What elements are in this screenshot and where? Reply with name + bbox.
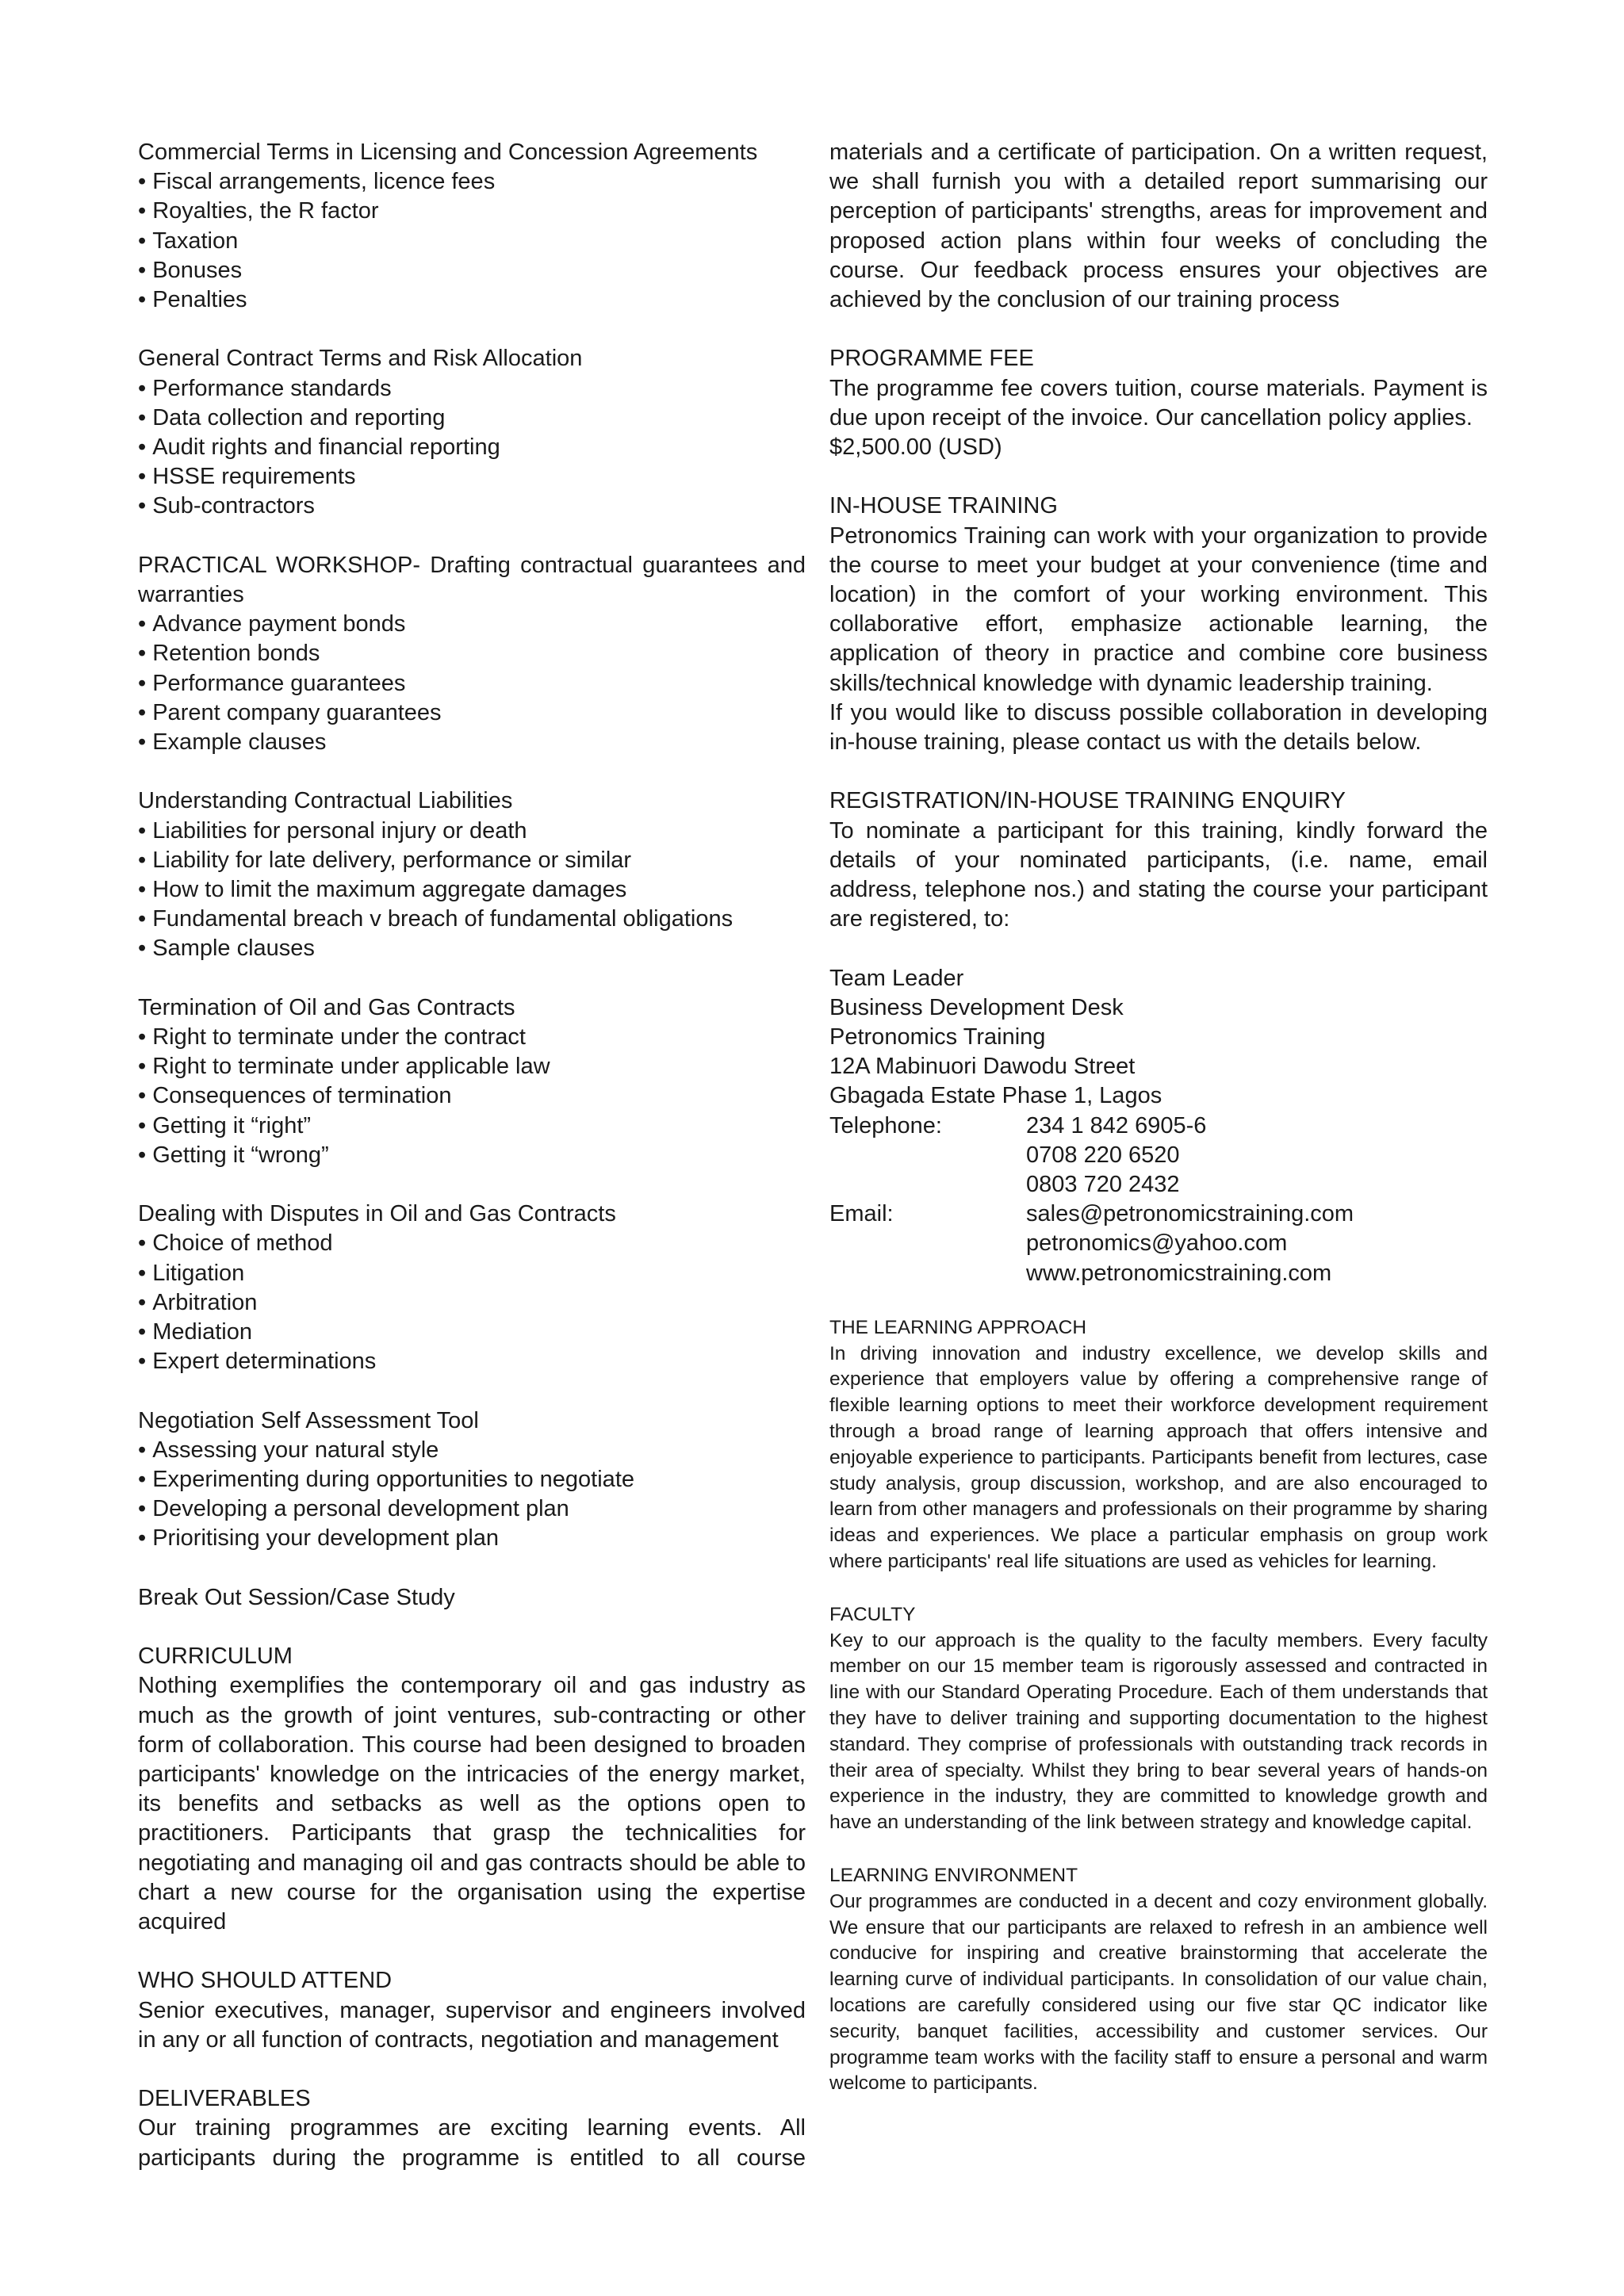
list-item: • Prioritising your development plan	[138, 1524, 806, 1553]
list-item: • Assessing your natural style	[138, 1436, 806, 1465]
section-title: DELIVERABLES	[138, 2086, 311, 2112]
list-item: • Retention bonds	[138, 639, 806, 668]
section-termination	[138, 993, 806, 1170]
list-item: • Bonuses	[138, 256, 806, 285]
fee-amount: $2,500.00 (USD)	[829, 434, 1002, 461]
list-item: • Developing a personal development plan	[138, 1494, 806, 1524]
left-column	[138, 138, 806, 2173]
section-title: Commercial Terms in Licensing and Concession Agreements	[138, 140, 758, 165]
section-contractual-liabilities	[138, 786, 806, 963]
section-general-contract	[138, 344, 806, 521]
list-item: • HSSE requirements	[138, 462, 806, 492]
section-practical-workshop	[138, 551, 806, 757]
list-item: • Right to terminate under applicable law	[138, 1052, 806, 1081]
list-item: • Advance payment bonds	[138, 610, 806, 639]
section-body: Key to our approach is the quality to the faculty members. Every faculty member on our 15 member team is rigorously assessed and contracted in line with our Standard Operating Procedure. Each of them understands that they have to deliver training and supporting documentation to the highest standard. They comprise of professionals with outstanding track records in their area of specialty. Whilst they bring to bear several years of hands-on experience in the industry, they are committed to knowledge growth and have an understanding of the link between strategy and knowledge capital.	[829, 1629, 1488, 1834]
list-item: • Parent company guarantees	[138, 698, 806, 728]
list-item: • Choice of method	[138, 1229, 806, 1258]
section-title: IN-HOUSE TRAINING	[829, 493, 1058, 519]
list-item: • Experimenting during opportunities to negotiate	[138, 1465, 806, 1494]
section-body: The programme fee covers tuition, course materials. Payment is due upon receipt of the invoice. Our cancellation policy applies.	[829, 375, 1488, 430]
section-body: Petronomics Training can work with your organization to provide the course to meet your budget at your convenience (time and location) in the comfort of your working environment. This collaborative effort, emphasize actionable learning, the application of theory in practice and combine core business skills/technical knowledge with dynamic leadership training.	[829, 522, 1488, 696]
email-address: petronomics@yahoo.com	[1026, 1230, 1288, 1257]
section-body: To nominate a participant for this training, kindly forward the details of your nominated participants, (i.e. name, email address, telephone nos.) and stating the course your participant are registered, to:	[829, 817, 1488, 932]
section-title: THE LEARNING APPROACH	[829, 1316, 1087, 1338]
email-values	[1026, 1200, 1488, 1288]
list-item: • Sample clauses	[138, 934, 806, 963]
list-item: • Right to terminate under the contract	[138, 1023, 806, 1052]
deliverables-continued: materials and a certificate of participation. On a written request, we shall furnish you with a detailed report summarising our perception of participants' strengths, areas for improvement and proposed action plans within four weeks of concluding the course. Our feedback process ensures your objectives are achieved by the conclusion of our training process	[829, 140, 1488, 313]
section-learning-environment	[829, 1863, 1488, 2097]
list-item: • Audit rights and financial reporting	[138, 433, 806, 462]
email-row	[829, 1200, 1488, 1288]
bullet-list	[138, 1023, 806, 1170]
section-title: General Contract Terms and Risk Allocation	[138, 346, 583, 372]
telephone-values	[1026, 1112, 1488, 1200]
list-item: • Data collection and reporting	[138, 404, 806, 433]
list-item: • Performance standards	[138, 374, 806, 404]
list-item: • Getting it “wrong”	[138, 1141, 806, 1170]
section-body: Our programmes are conducted in a decent and cozy environment globally. We ensure that our participants are relaxed to refresh in an ambience well conducive for inspiring and creative brainstorming that accelerate the learning curve of individual participants. In consolidation of our value chain, locations are carefully considered using our five star QC indicator like security, banquet facilities, accessibility and customer services. Our programme team works with the facility staff to ensure a personal and warm welcome to participants.	[829, 1890, 1488, 2095]
phone-number: 234 1 842 6905-6	[1026, 1112, 1207, 1138]
list-item: • Mediation	[138, 1318, 806, 1347]
list-item: • Liability for late delivery, performance or similar	[138, 846, 806, 875]
section-who-should-attend	[138, 1966, 806, 2055]
section-disputes	[138, 1200, 806, 1376]
list-item: • Fiscal arrangements, licence fees	[138, 167, 806, 197]
list-item: • Expert determinations	[138, 1347, 806, 1376]
section-title: CURRICULUM	[138, 1644, 293, 1670]
telephone-label: Telephone:	[829, 1112, 942, 1138]
list-item: • How to limit the maximum aggregate damages	[138, 875, 806, 905]
list-item: • Getting it “right”	[138, 1112, 806, 1141]
section-faculty	[829, 1602, 1488, 1836]
list-item: • Arbitration	[138, 1288, 806, 1318]
phone-number: 0708 220 6520	[1026, 1142, 1180, 1168]
section-programme-fee	[829, 344, 1488, 462]
section-title: Termination of Oil and Gas Contracts	[138, 994, 515, 1020]
breakout-session: Break Out Session/Case Study	[138, 1584, 455, 1610]
contact-block	[829, 964, 1488, 1288]
section-body: Nothing exemplifies the contemporary oil and gas industry as much as the growth of joint ventures, sub-contracting or other form of collaboration. This course had been designed to broaden participants' knowledge on the intricacies of the energy market, its benefits and setbacks as well as the options open to practitioners. Participants that grasp the technicalities for negotiating and managing oil and gas contracts should be able to chart a new course for the organisation using the expertise acquired	[138, 1673, 806, 1935]
section-title: WHO SHOULD ATTEND	[138, 1968, 393, 1994]
section-body: In driving innovation and industry excellence, we develop skills and experience that employers value by offering a comprehensive range of flexible learning options to meet their workforce development requirement through a broad range of learning approach that offers intensive and enjoyable experience to participants. Participants benefit from lectures, case study analysis, group discussion, workshop, and are also encouraged to learn from other managers and professionals on their programme by sharing ideas and experiences. We place a particular emphasis on group work where participants' real life situations are used as vehicles for learning.	[829, 1342, 1488, 1573]
list-item: • Example clauses	[138, 728, 806, 757]
section-registration	[829, 786, 1488, 934]
right-column	[829, 138, 1488, 2097]
section-title: FACULTY	[829, 1603, 916, 1625]
list-item: • Litigation	[138, 1259, 806, 1288]
section-learning-approach	[829, 1315, 1488, 1575]
section-in-house-training	[829, 492, 1488, 757]
contact-company: Petronomics Training	[829, 1024, 1046, 1050]
section-negotiation	[138, 1406, 806, 1554]
section-title: Dealing with Disputes in Oil and Gas Contracts	[138, 1201, 616, 1227]
section-title: Understanding Contractual Liabilities	[138, 788, 513, 814]
website-url: www.petronomicstraining.com	[1026, 1260, 1332, 1286]
section-body: Our training programmes are exciting learning events. All participants during the programme is entitled to all course	[138, 2115, 806, 2171]
bullet-list	[138, 610, 806, 757]
email-address: sales@petronomicstraining.com	[1026, 1201, 1354, 1227]
list-item: • Taxation	[138, 227, 806, 256]
contact-area: Gbagada Estate Phase 1, Lagos	[829, 1083, 1162, 1109]
section-title: PRACTICAL WORKSHOP- Drafting contractual guarantees and warranties	[138, 552, 806, 608]
contact-team-leader: Team Leader	[829, 965, 964, 991]
bullet-list	[138, 817, 806, 964]
bullet-list	[138, 374, 806, 522]
email-label: Email:	[829, 1201, 894, 1227]
list-item: • Performance guarantees	[138, 669, 806, 698]
section-deliverables	[138, 2084, 806, 2173]
list-item: • Consequences of termination	[138, 1081, 806, 1111]
list-item: • Sub-contractors	[138, 492, 806, 521]
section-title: REGISTRATION/IN-HOUSE TRAINING ENQUIRY	[829, 788, 1346, 814]
phone-number: 0803 720 2432	[1026, 1172, 1180, 1198]
list-item: • Liabilities for personal injury or death	[138, 817, 806, 846]
bullet-list	[138, 167, 806, 315]
section-title: LEARNING ENVIRONMENT	[829, 1865, 1078, 1886]
list-item: • Royalties, the R factor	[138, 197, 806, 226]
section-title: PROGRAMME FEE	[829, 346, 1034, 372]
list-item: • Fundamental breach v breach of fundamental obligations	[138, 905, 806, 934]
section-body: Senior executives, manager, supervisor and engineers involved in any or all function of contracts, negotiation and management	[138, 1997, 806, 2053]
bullet-list	[138, 1436, 806, 1554]
list-item: • Penalties	[138, 285, 806, 315]
section-commercial-terms	[138, 138, 806, 315]
contact-street: 12A Mabinuori Dawodu Street	[829, 1054, 1136, 1080]
bullet-list	[138, 1229, 806, 1376]
section-body: If you would like to discuss possible collaboration in developing in-house training, please contact us with the details below.	[829, 699, 1488, 756]
telephone-row	[829, 1112, 1488, 1200]
section-curriculum	[138, 1642, 806, 1937]
contact-desk: Business Development Desk	[829, 994, 1124, 1020]
section-title: Negotiation Self Assessment Tool	[138, 1407, 479, 1433]
